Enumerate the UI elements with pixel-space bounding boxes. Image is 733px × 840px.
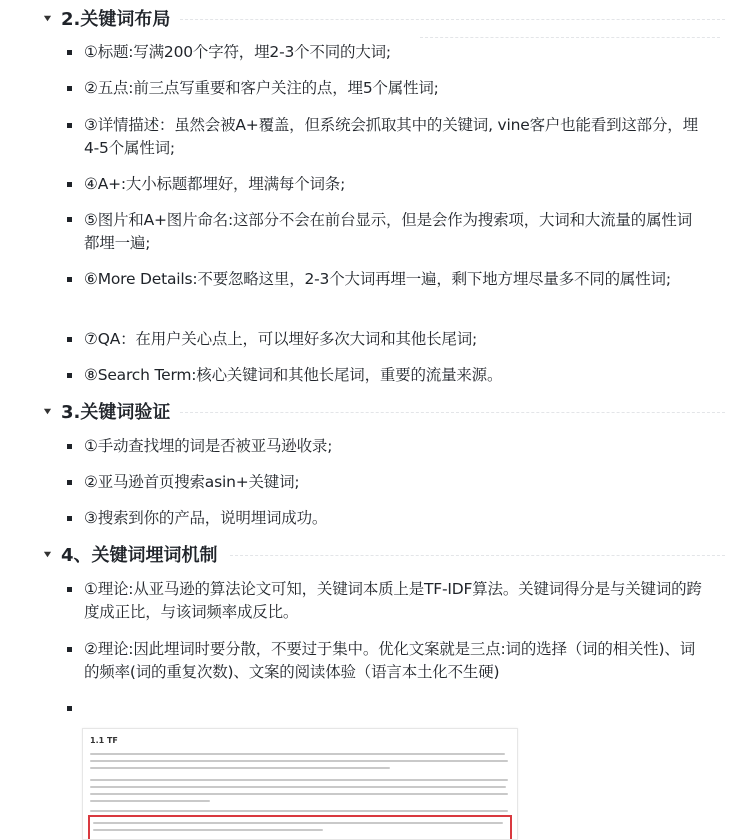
collapse-caret-icon[interactable] [42,549,52,559]
list-item: ⑥More Details:不要忽略这里，2-3个大词再埋一遍，剩下地方埋尽量多不同的属性词; [84,270,671,288]
text-line [90,810,508,812]
bullet-icon [67,706,72,711]
list-item: ②五点:前三点写重要和客户关注的点，埋5个属性词; [84,79,439,97]
embedded-image[interactable] [82,728,518,840]
text-line [90,760,508,762]
list-item: ③详情描述：虽然会被A+覆盖，但系统会抓取其中的关键词, vine客户也能看到这部分，埋4-5个属性词; [84,116,698,157]
text-line [90,786,506,788]
text-line [90,753,505,755]
bullet-icon [67,480,72,485]
list-item: ③搜索到你的产品，说明埋词成功。 [84,509,328,527]
list-item: ①手动查找埋的词是否被亚马逊收录; [84,437,333,455]
bullet-icon [67,444,72,449]
text-line [90,767,390,769]
section-title: 2.关键词布局 [61,9,171,30]
section-heading [0,3,733,33]
list-item: ④A+:大小标题都埋好，埋满每个词条; [84,175,346,193]
divider [180,412,725,413]
divider [420,37,720,38]
embedded-image-heading: 1.1 TF [90,736,118,745]
bullet-icon [67,182,72,187]
section-heading [0,396,733,426]
bullet-icon [67,647,72,652]
collapse-caret-icon[interactable] [42,13,52,23]
list-item: ⑧Search Term:核心关键词和其他长尾词，重要的流量来源。 [84,366,503,384]
list-item: ②亚马逊首页搜索asin+关键词; [84,473,300,491]
bullet-icon [67,123,72,128]
divider [230,555,725,556]
bullet-icon [67,587,72,592]
text-line [90,800,210,802]
bullet-icon [67,337,72,342]
list-item: ⑦QA：在用户关心点上，可以埋好多次大词和其他长尾词; [84,330,478,348]
section-title: 3.关键词验证 [61,402,171,423]
bullet-icon [67,516,72,521]
list-item: ①标题:写满200个字符，埋2-3个不同的大词; [84,43,391,61]
section-title: 4、关键词埋词机制 [61,545,218,566]
bullet-icon [67,277,72,282]
text-line [90,779,508,781]
list-item: ⑤图片和A+图片命名:这部分不会在前台显示，但是会作为搜索项，大词和大流量的属性词都埋一遍; [84,211,693,252]
bullet-icon [67,373,72,378]
list-item: ②理论:因此埋词时要分散，不要过于集中。优化文案就是三点:词的选择（词的相关性)、词的频率(词的重复次数)、文案的阅读体验（语言本土化不生硬) [84,640,695,681]
highlight-box [88,815,512,840]
collapse-caret-icon[interactable] [42,406,52,416]
section-heading [0,539,733,569]
bullet-icon [67,86,72,91]
list-item: ①理论:从亚马逊的算法论文可知，关键词本质上是TF-IDF算法。关键词得分是与关键词的跨度成正比，与该词频率成反比。 [84,580,702,621]
bullet-icon [67,217,72,222]
bullet-icon [67,50,72,55]
divider [180,19,725,20]
text-line [93,822,503,824]
text-line [90,793,508,795]
